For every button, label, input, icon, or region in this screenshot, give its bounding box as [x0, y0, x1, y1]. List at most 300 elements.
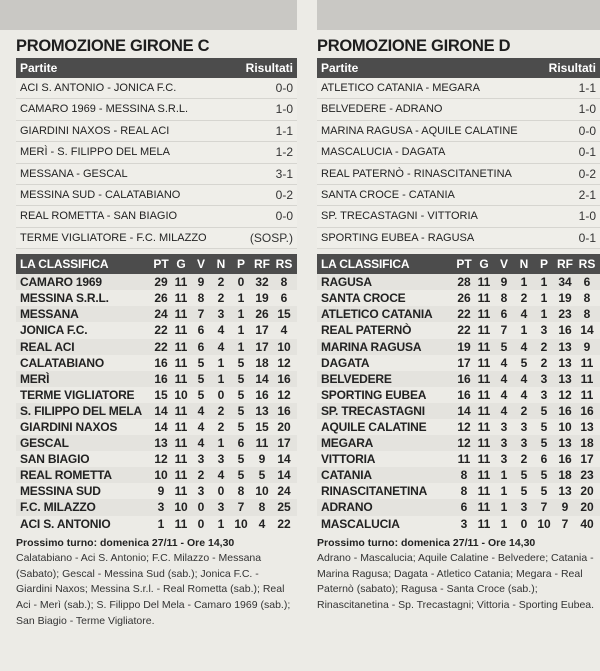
classifica-title: LA CLASSIFICA — [321, 257, 410, 272]
matches-list — [16, 78, 297, 249]
stat-cell: 34 — [558, 275, 572, 290]
stat-cell: 2 — [540, 339, 548, 354]
stat-cell: 23 — [580, 468, 594, 483]
match-result: 0-0 — [275, 209, 293, 224]
column-header: P — [236, 257, 245, 272]
stat-cell: 1 — [217, 355, 225, 370]
table-row — [317, 467, 600, 483]
table-row — [16, 290, 297, 306]
stat-cell: 16 — [277, 371, 291, 386]
column-header: V — [499, 257, 508, 272]
stat-cell: 11 — [174, 355, 188, 370]
stat-cell: 11 — [477, 468, 491, 483]
stat-cell: 8 — [197, 291, 205, 306]
stat-cell: 22 — [457, 323, 471, 338]
column-header: P — [539, 257, 548, 272]
stat-cell: 16 — [154, 355, 168, 370]
prossimo-turno-text: Calatabiano - Aci S. Antonio; F.C. Milazzo - Messana (Sabato); Gescal - Messina Sud (sab.); Jonica F.C. - Giardini Naxos; Messina S.r.l. - Real Rometta (sab.); Real Aci - Merì (sab.); S. Filippo Del Mela - Camaro 1969 (sab.); San Biagio - Terme Vigliatore. — [16, 552, 291, 627]
team-name: SPORTING EUBEA — [321, 387, 427, 402]
match-result: (SOSP.) — [249, 230, 293, 245]
team-name: S. FILIPPO DEL MELA — [20, 403, 142, 418]
stat-cell: 18 — [580, 436, 594, 451]
prossimo-turno — [16, 536, 297, 630]
stat-cell: 6 — [500, 307, 508, 322]
stat-cell: 6 — [460, 500, 468, 515]
stat-cell: 8 — [280, 275, 288, 290]
stat-cell: 7 — [237, 500, 245, 515]
stat-cell: 10 — [234, 516, 248, 531]
team-name: DAGATA — [321, 355, 370, 370]
stat-cell: 20 — [277, 419, 291, 434]
match-row — [317, 164, 600, 185]
table-row — [317, 387, 600, 403]
table-row — [16, 274, 297, 290]
stat-cell: 3 — [540, 323, 548, 338]
table-row — [317, 516, 600, 532]
column-header: RF — [557, 257, 573, 272]
match-teams: MERÌ - S. FILIPPO DEL MELA — [20, 146, 170, 159]
stat-cell: 15 — [154, 387, 168, 402]
team-name: RAGUSA — [321, 275, 372, 290]
table-row — [317, 483, 600, 499]
stat-cell: 14 — [277, 452, 291, 467]
stat-cell: 4 — [258, 516, 266, 531]
stat-cell: 15 — [255, 419, 269, 434]
team-name: MESSANA — [20, 307, 79, 322]
match-row — [16, 164, 297, 185]
stat-cell: 22 — [277, 516, 291, 531]
match-teams: GIARDINI NAXOS - REAL ACI — [20, 124, 170, 137]
stat-cell: 19 — [558, 291, 572, 306]
stat-cell: 12 — [558, 387, 572, 402]
stat-cell: 16 — [154, 371, 168, 386]
partite-label: Partite — [20, 61, 58, 75]
stat-cell: 26 — [457, 291, 471, 306]
stat-cell: 4 — [197, 436, 205, 451]
table-row — [317, 371, 600, 387]
stat-cell: 10 — [537, 516, 551, 531]
table-row — [317, 290, 600, 306]
match-result: 3-1 — [275, 166, 293, 181]
match-row — [16, 206, 297, 227]
team-name: ACI S. ANTONIO — [20, 516, 111, 531]
team-name: GESCAL — [20, 436, 69, 451]
classifica-table — [317, 274, 600, 532]
team-name: CATANIA — [321, 468, 372, 483]
stat-cell: 11 — [174, 452, 188, 467]
table-row — [317, 451, 600, 467]
match-result: 0-2 — [578, 166, 596, 181]
stat-cell: 9 — [197, 275, 205, 290]
match-row — [16, 121, 297, 142]
team-name: CALATABIANO — [20, 355, 105, 370]
stat-cell: 5 — [500, 339, 508, 354]
match-teams: SANTA CROCE - CATANIA — [321, 188, 455, 201]
stat-cell: 11 — [477, 436, 491, 451]
stat-cell: 4 — [520, 387, 528, 402]
stat-cell: 11 — [477, 275, 491, 290]
stat-cell: 6 — [540, 452, 548, 467]
table-row — [16, 435, 297, 451]
stat-cell: 3 — [540, 387, 548, 402]
stat-cell: 11 — [477, 387, 491, 402]
stat-cell: 1 — [500, 500, 508, 515]
stat-cell: 1 — [500, 484, 508, 499]
stat-cell: 24 — [277, 484, 291, 499]
stat-cell: 1 — [237, 323, 245, 338]
column-header: RF — [254, 257, 270, 272]
stat-cell: 1 — [237, 307, 245, 322]
girone-d-title: PROMOZIONE GIRONE D — [317, 37, 511, 55]
stat-cell: 11 — [477, 484, 491, 499]
stat-cell: 5 — [540, 484, 548, 499]
stat-cell: 6 — [583, 275, 591, 290]
table-row — [317, 339, 600, 355]
stat-cell: 10 — [255, 484, 269, 499]
team-name: SANTA CROCE — [321, 291, 406, 306]
match-row — [317, 99, 600, 120]
stat-cell: 3 — [520, 436, 528, 451]
classifica-title: LA CLASSIFICA — [20, 257, 109, 272]
stat-cell: 11 — [477, 339, 491, 354]
matches-list — [317, 78, 600, 249]
stat-cell: 10 — [277, 339, 291, 354]
stat-cell: 1 — [157, 516, 165, 531]
table-row — [16, 387, 297, 403]
stat-cell: 11 — [477, 291, 491, 306]
table-row — [16, 339, 297, 355]
stat-cell: 6 — [197, 339, 205, 354]
stat-cell: 16 — [255, 387, 269, 402]
stat-cell: 0 — [217, 387, 225, 402]
stat-cell: 40 — [580, 516, 594, 531]
stat-cell: 11 — [174, 403, 188, 418]
match-result: 2-1 — [578, 187, 596, 202]
column-header: PT — [456, 257, 472, 272]
stat-cell: 3 — [460, 516, 468, 531]
stat-cell: 11 — [580, 387, 594, 402]
stat-cell: 11 — [255, 436, 269, 451]
match-teams: MESSANA - GESCAL — [20, 167, 128, 180]
table-row — [317, 499, 600, 515]
stat-cell: 5 — [520, 355, 528, 370]
stat-cell: 11 — [174, 436, 188, 451]
matches-header — [16, 58, 297, 78]
prossimo-turno-text: Adrano - Mascalucia; Aquile Calatine - Belvedere; Catania - Marina Ragusa; Dagata - Atletico Catania; Megara - Real Paternò (sabato); Ragusa - Santa Croce (sab.); Rinascitanetina - Sp. Trecastagni; Vittoria - Sporting Eubea. — [317, 552, 595, 611]
classifica-table — [16, 274, 297, 532]
stat-cell: 10 — [174, 387, 188, 402]
classifica-header — [16, 254, 297, 274]
stat-cell: 19 — [255, 291, 269, 306]
match-result: 1-1 — [578, 81, 596, 95]
stat-cell: 5 — [197, 371, 205, 386]
stat-cell: 11 — [174, 275, 188, 290]
team-name: MASCALUCIA — [321, 516, 400, 531]
stat-cell: 16 — [457, 387, 471, 402]
stat-cell: 11 — [477, 452, 491, 467]
stat-cell: 8 — [460, 468, 468, 483]
match-row — [16, 99, 297, 120]
team-name: F.C. MILAZZO — [20, 500, 96, 515]
stat-cell: 11 — [174, 419, 188, 434]
stat-cell: 5 — [237, 371, 245, 386]
stat-cell: 4 — [520, 339, 528, 354]
team-name: ADRANO — [321, 500, 373, 515]
stat-cell: 9 — [500, 275, 508, 290]
stat-cell: 11 — [477, 323, 491, 338]
stat-cell: 11 — [477, 403, 491, 418]
stat-cell: 6 — [237, 436, 245, 451]
stat-cell: 1 — [217, 516, 225, 531]
match-teams: MARINA RAGUSA - AQUILE CALATINE — [321, 124, 518, 137]
stat-cell: 11 — [174, 468, 188, 483]
stat-cell: 16 — [558, 403, 572, 418]
risultati-label: Risultati — [245, 61, 293, 75]
risultati-label: Risultati — [548, 61, 596, 75]
stat-cell: 16 — [457, 371, 471, 386]
stat-cell: 1 — [520, 323, 528, 338]
match-row — [16, 78, 297, 99]
match-row — [317, 206, 600, 227]
stat-cell: 5 — [237, 452, 245, 467]
column-header: G — [176, 257, 186, 272]
team-name: MEGARA — [321, 436, 374, 451]
top-grey-bar-left — [0, 0, 297, 30]
stat-cell: 1 — [540, 275, 548, 290]
stat-cell: 2 — [540, 355, 548, 370]
stat-cell: 19 — [457, 339, 471, 354]
table-row — [317, 306, 600, 322]
stat-cell: 2 — [217, 275, 225, 290]
stat-cell: 12 — [154, 452, 168, 467]
column-header: PT — [153, 257, 169, 272]
table-row — [16, 419, 297, 435]
stat-cell: 8 — [583, 291, 591, 306]
table-row — [317, 435, 600, 451]
stat-cell: 11 — [174, 291, 188, 306]
match-teams: CAMARO 1969 - MESSINA S.R.L. — [20, 103, 189, 116]
match-teams: ACI S. ANTONIO - JONICA F.C. — [20, 82, 177, 94]
stat-cell: 24 — [154, 307, 168, 322]
stat-cell: 14 — [154, 403, 168, 418]
stat-cell: 11 — [174, 307, 188, 322]
stat-cell: 16 — [277, 403, 291, 418]
stat-cell: 1 — [540, 307, 548, 322]
stat-cell: 3 — [197, 452, 205, 467]
match-result: 0-1 — [578, 230, 596, 245]
stat-cell: 3 — [500, 436, 508, 451]
stat-cell: 11 — [174, 516, 188, 531]
girone-c-column — [16, 34, 297, 629]
stat-cell: 17 — [580, 452, 594, 467]
team-name: GIARDINI NAXOS — [20, 419, 118, 434]
stat-cell: 3 — [500, 419, 508, 434]
stat-cell: 17 — [255, 323, 269, 338]
match-row — [16, 228, 297, 249]
stat-cell: 28 — [457, 275, 471, 290]
team-name: AQUILE CALATINE — [321, 419, 427, 434]
stat-cell: 8 — [460, 484, 468, 499]
stat-cell: 2 — [520, 291, 528, 306]
match-row — [16, 142, 297, 163]
stat-cell: 5 — [197, 387, 205, 402]
stat-cell: 11 — [477, 500, 491, 515]
team-name: BELVEDERE — [321, 371, 392, 386]
match-teams: SP. TRECASTAGNI - VITTORIA — [321, 210, 478, 223]
team-name: CAMARO 1969 — [20, 275, 102, 290]
column-header: V — [196, 257, 205, 272]
stat-cell: 11 — [457, 452, 471, 467]
stat-cell: 14 — [457, 403, 471, 418]
stat-cell: 5 — [520, 484, 528, 499]
column-header: RS — [578, 257, 596, 272]
stat-cell: 4 — [217, 468, 225, 483]
stat-cell: 11 — [174, 323, 188, 338]
stat-cell: 5 — [540, 403, 548, 418]
match-row — [317, 78, 600, 99]
column-header: N — [216, 257, 226, 272]
stat-cell: 16 — [558, 323, 572, 338]
stat-cell: 3 — [157, 500, 165, 515]
match-teams: MASCALUCIA - DAGATA — [321, 146, 446, 159]
stat-cell: 2 — [217, 419, 225, 434]
stat-cell: 4 — [217, 339, 225, 354]
stat-cell: 3 — [500, 452, 508, 467]
match-result: 0-2 — [275, 187, 293, 202]
stat-cell: 29 — [154, 275, 168, 290]
stat-cell: 8 — [583, 307, 591, 322]
stat-cell: 13 — [255, 403, 269, 418]
stat-cell: 5 — [540, 419, 548, 434]
prossimo-turno — [317, 536, 600, 614]
stat-cell: 4 — [500, 371, 508, 386]
team-name: TERME VIGLIATORE — [20, 387, 135, 402]
team-name: JONICA F.C. — [20, 323, 88, 338]
team-name: MESSINA S.R.L. — [20, 291, 109, 306]
stat-cell: 11 — [477, 355, 491, 370]
table-row — [317, 355, 600, 371]
table-row — [317, 322, 600, 338]
stat-cell: 13 — [558, 371, 572, 386]
stat-cell: 10 — [154, 468, 168, 483]
stat-cell: 7 — [197, 307, 205, 322]
stat-cell: 1 — [500, 516, 508, 531]
prossimo-turno-label: Prossimo turno: domenica 27/11 - Ore 14,30 — [16, 536, 235, 549]
match-result: 1-0 — [275, 102, 293, 117]
team-name: REAL ACI — [20, 339, 75, 354]
stat-cell: 22 — [457, 307, 471, 322]
stat-cell: 14 — [580, 323, 594, 338]
stat-cell: 26 — [255, 307, 269, 322]
top-grey-bar-right — [317, 0, 600, 30]
matches-header — [317, 58, 600, 78]
table-row — [16, 322, 297, 338]
table-row — [16, 483, 297, 499]
stat-cell: 6 — [197, 323, 205, 338]
team-name: MARINA RAGUSA — [321, 339, 422, 354]
stat-cell: 9 — [561, 500, 569, 515]
match-teams: MESSINA SUD - CALATABIANO — [20, 188, 181, 201]
stat-cell: 4 — [500, 387, 508, 402]
stat-cell: 32 — [255, 275, 269, 290]
match-row — [317, 228, 600, 249]
stat-cell: 17 — [457, 355, 471, 370]
stat-cell: 13 — [558, 436, 572, 451]
stat-cell: 10 — [558, 419, 572, 434]
stat-cell: 5 — [258, 468, 266, 483]
stat-cell: 3 — [197, 484, 205, 499]
stat-cell: 1 — [217, 371, 225, 386]
stat-cell: 0 — [520, 516, 528, 531]
table-row — [16, 499, 297, 515]
column-header: N — [519, 257, 529, 272]
stat-cell: 9 — [583, 339, 591, 354]
stat-cell: 3 — [520, 500, 528, 515]
stat-cell: 11 — [174, 484, 188, 499]
girone-c-title: PROMOZIONE GIRONE C — [16, 37, 210, 55]
table-row — [16, 306, 297, 322]
table-row — [317, 419, 600, 435]
stat-cell: 5 — [237, 355, 245, 370]
team-name: SP. TRECASTAGNI — [321, 403, 425, 418]
stat-cell: 1 — [237, 339, 245, 354]
table-row — [317, 403, 600, 419]
stat-cell: 20 — [580, 500, 594, 515]
team-name: MESSINA SUD — [20, 484, 101, 499]
stat-cell: 11 — [477, 371, 491, 386]
stat-cell: 4 — [500, 355, 508, 370]
stat-cell: 5 — [237, 468, 245, 483]
stat-cell: 1 — [540, 291, 548, 306]
match-result: 0-0 — [578, 123, 596, 138]
stat-cell: 13 — [154, 436, 168, 451]
team-name: MERÌ — [20, 371, 50, 386]
stat-cell: 18 — [255, 355, 269, 370]
table-row — [16, 467, 297, 483]
table-row — [317, 274, 600, 290]
stat-cell: 5 — [540, 468, 548, 483]
stat-cell: 1 — [217, 436, 225, 451]
stat-cell: 11 — [477, 307, 491, 322]
stat-cell: 17 — [277, 436, 291, 451]
stat-cell: 1 — [237, 291, 245, 306]
match-result: 1-1 — [275, 123, 293, 138]
stat-cell: 16 — [558, 452, 572, 467]
column-header: RS — [275, 257, 293, 272]
stat-cell: 4 — [520, 371, 528, 386]
stat-cell: 13 — [558, 339, 572, 354]
stat-cell: 12 — [277, 355, 291, 370]
stat-cell: 13 — [580, 419, 594, 434]
stat-cell: 3 — [520, 419, 528, 434]
stat-cell: 10 — [174, 500, 188, 515]
stat-cell: 0 — [217, 484, 225, 499]
stat-cell: 22 — [154, 339, 168, 354]
stat-cell: 3 — [217, 500, 225, 515]
stat-cell: 14 — [255, 371, 269, 386]
match-teams: BELVEDERE - ADRANO — [321, 103, 443, 116]
team-name: RINASCITANETINA — [321, 484, 428, 499]
match-teams: ATLETICO CATANIA - MEGARA — [321, 82, 480, 94]
stat-cell: 15 — [277, 307, 291, 322]
match-result: 1-2 — [275, 145, 293, 160]
match-row — [317, 185, 600, 206]
classifica-header — [317, 254, 600, 274]
stat-cell: 23 — [558, 307, 572, 322]
stat-cell: 0 — [197, 516, 205, 531]
table-row — [16, 355, 297, 371]
match-result: 0-1 — [578, 145, 596, 160]
